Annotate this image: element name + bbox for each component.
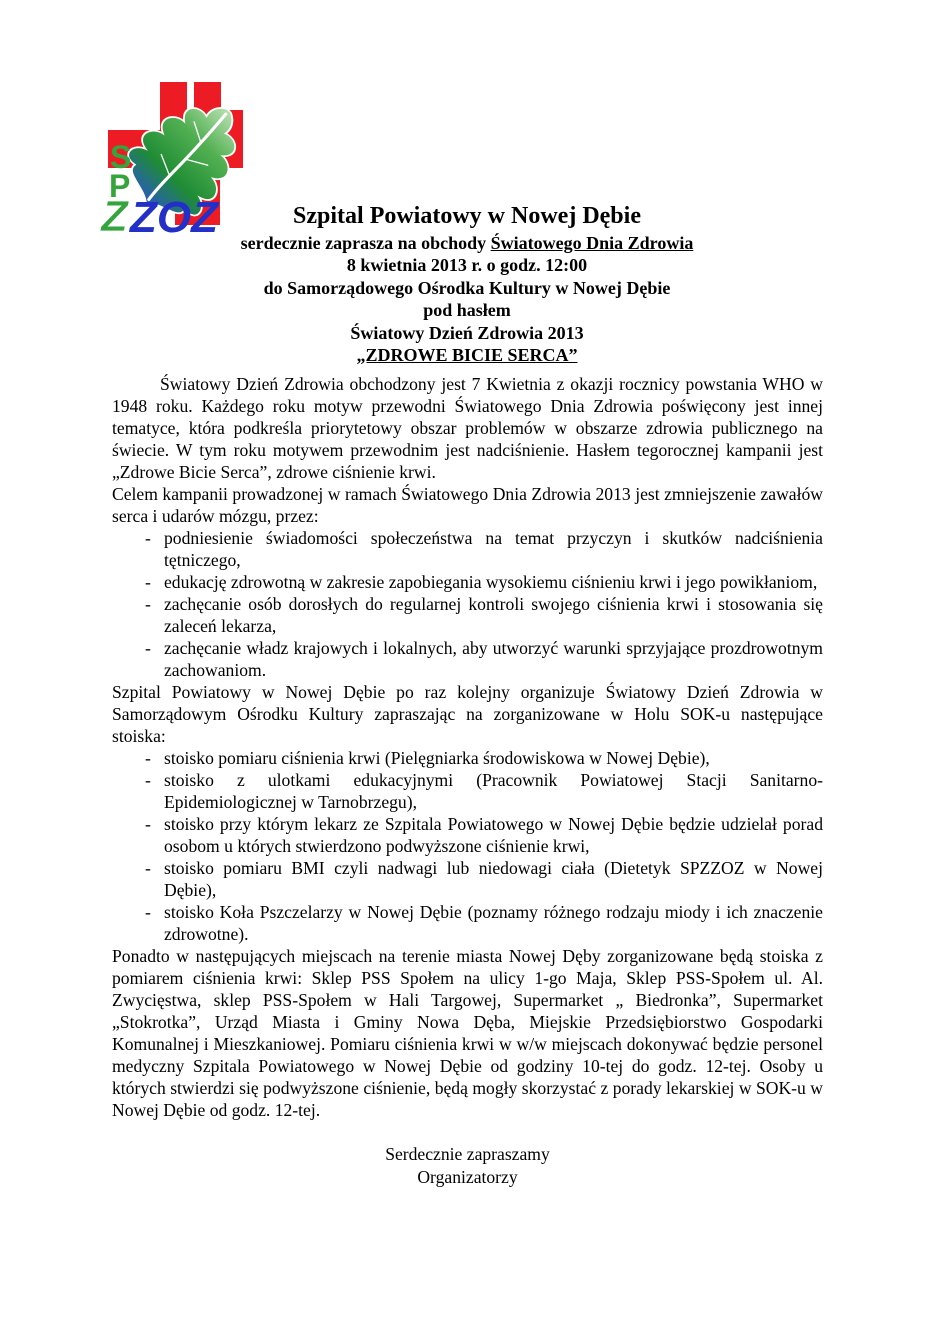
invitation-event-name: Światowego Dnia Zdrowia <box>490 233 694 253</box>
logo-letter-p: P <box>109 168 131 204</box>
event-name-line: Światowy Dzień Zdrowia 2013 <box>350 322 584 343</box>
list-item <box>112 527 823 571</box>
list-item-text: zachęcanie osób dorosłych do regularnej kontroli swojego ciśnienia krwi i stosowania się zaleceń lekarza, <box>164 594 823 636</box>
list-dash: - <box>145 748 151 768</box>
list-item-text: stoisko pomiaru BMI czyli nadwagi lub niedowagi ciała (Dietetyk SPZZOZ w Nowej Dębie), <box>164 858 823 900</box>
document-body <box>112 373 823 1189</box>
list-dash: - <box>145 770 151 790</box>
list-dash: - <box>145 902 151 922</box>
list-item <box>112 593 823 637</box>
list-item <box>112 901 823 945</box>
motto-intro-line: pod hasłem <box>423 300 511 321</box>
list-item <box>112 571 823 593</box>
list-dash: - <box>145 528 151 548</box>
logo-letter-s: S <box>110 139 132 175</box>
logo-letter-z: Z <box>101 192 128 241</box>
intro-paragraph: Światowy Dzień Zdrowia obchodzony jest 7 Kwietnia z okazji rocznicy powstania WHO w 1948 roku. Każdego roku motyw przewodni Światowego Dnia Zdrowia poświęcony jest innej tematyce, która podkreśla priorytetowy obszar problemów w obszarze zdrowia publicznego na świecie. W tym roku motywem przewodnim jest nadciśnienie. Hasłem tegorocznej kampanii jest „Zdrowe Bicie Serca”, zdrowe ciśnienie krwi. <box>112 374 823 482</box>
closing-signature: Organizatorzy <box>417 1167 518 1187</box>
document-header <box>0 201 934 366</box>
list-item-text: stoisko Koła Pszczelarzy w Nowej Dębie (poznamy różnego rodzaju miody i ich znaczenie zdrowotne). <box>164 902 823 944</box>
invitation-prefix: serdecznie zaprasza na obchody <box>240 233 487 253</box>
city-locations-paragraph: Ponadto w następujących miejscach na terenie miasta Nowej Dęby zorganizowane będą stoiska z pomiarem ciśnienia krwi: Sklep PSS Społem na ulicy 1-go Maja, Sklep PSS-Społem ul. Al. Zwycięstwa, sklep PSS-Społem w Hali Targowej, Supermarket „ Biedronka”, Supermarket „Stokrotka”, Urząd Miasta i Gminy Nowa Dęba, Miejskie Przedsiębiorstwo Gospodarki Komunalnej i Mieszkaniowej. Pomiaru ciśnienia krwi w w/w miejscach dokonywać będzie personel medyczny Szpitala Powiatowego w Nowej Dębie od godziny 10-tej do godz. 12-tej. Osoby u których stwierdzi się podwyższone ciśnienie, będą mogły skorzystać z porady lekarskiej w SOK-u w Nowej Dębie od godz. 12-tej. <box>112 946 823 1120</box>
list-item <box>112 813 823 857</box>
list-item-text: zachęcanie władz krajowych i lokalnych, aby utworzyć warunki sprzyjające prozdrowotnym zachowaniom. <box>164 638 823 680</box>
logo-letters-zoz: ZOZ <box>130 193 218 242</box>
closing-invitation: Serdecznie zapraszamy <box>385 1144 550 1164</box>
list-item <box>112 857 823 901</box>
closing-block <box>112 1143 823 1189</box>
list-dash: - <box>145 572 151 592</box>
list-item-text: stoisko przy którym lekarz ze Szpitala Powiatowego w Nowej Dębie będzie udzielał porad osobom u których stwierdzono podwyższone ciśnienie krwi, <box>164 814 823 856</box>
goals-paragraph: Celem kampanii prowadzonej w ramach Światowego Dnia Zdrowia 2013 jest zmniejszenie zawałów serca i udarów mózgu, przez: <box>112 484 823 526</box>
list-dash: - <box>145 858 151 878</box>
list-item <box>112 769 823 813</box>
date-line: 8 kwietnia 2013 r. o godz. 12:00 <box>346 255 588 276</box>
list-dash: - <box>145 638 151 658</box>
list-item-text: podniesienie świadomości społeczeństwa na temat przyczyn i skutków nadciśnienia tętniczego, <box>164 528 823 570</box>
venue-line: do Samorządowego Ośrodka Kultury w Nowej Dębie <box>263 277 671 298</box>
list-item <box>112 747 823 769</box>
list-dash: - <box>145 814 151 834</box>
list-item-text: stoisko pomiaru ciśnienia krwi (Pielęgniarka środowiskowa w Nowej Dębie), <box>164 748 710 768</box>
list-item-text: stoisko z ulotkami edukacyjnymi (Pracownik Powiatowej Stacji Sanitarno-Epidemiologicznej w Tarnobrzegu), <box>164 770 823 812</box>
invitation-line <box>0 232 934 254</box>
slogan-line <box>0 344 934 366</box>
list-item <box>112 637 823 681</box>
list-dash: - <box>145 594 151 614</box>
list-item-text: edukację zdrowotną w zakresie zapobiegania wysokiemu ciśnieniu krwi i jego powikłaniom, <box>164 572 818 592</box>
page-title: Szpital Powiatowy w Nowej Dębie <box>293 203 641 229</box>
slogan-text: „ZDROWE BICIE SERCA” <box>356 345 578 366</box>
event-paragraph: Szpital Powiatowy w Nowej Dębie po raz kolejny organizuje Światowy Dzień Zdrowia w Samorządowym Ośrodku Kultury zapraszając na zorganizowane w Holu SOK-u następujące stoiska: <box>112 682 823 746</box>
